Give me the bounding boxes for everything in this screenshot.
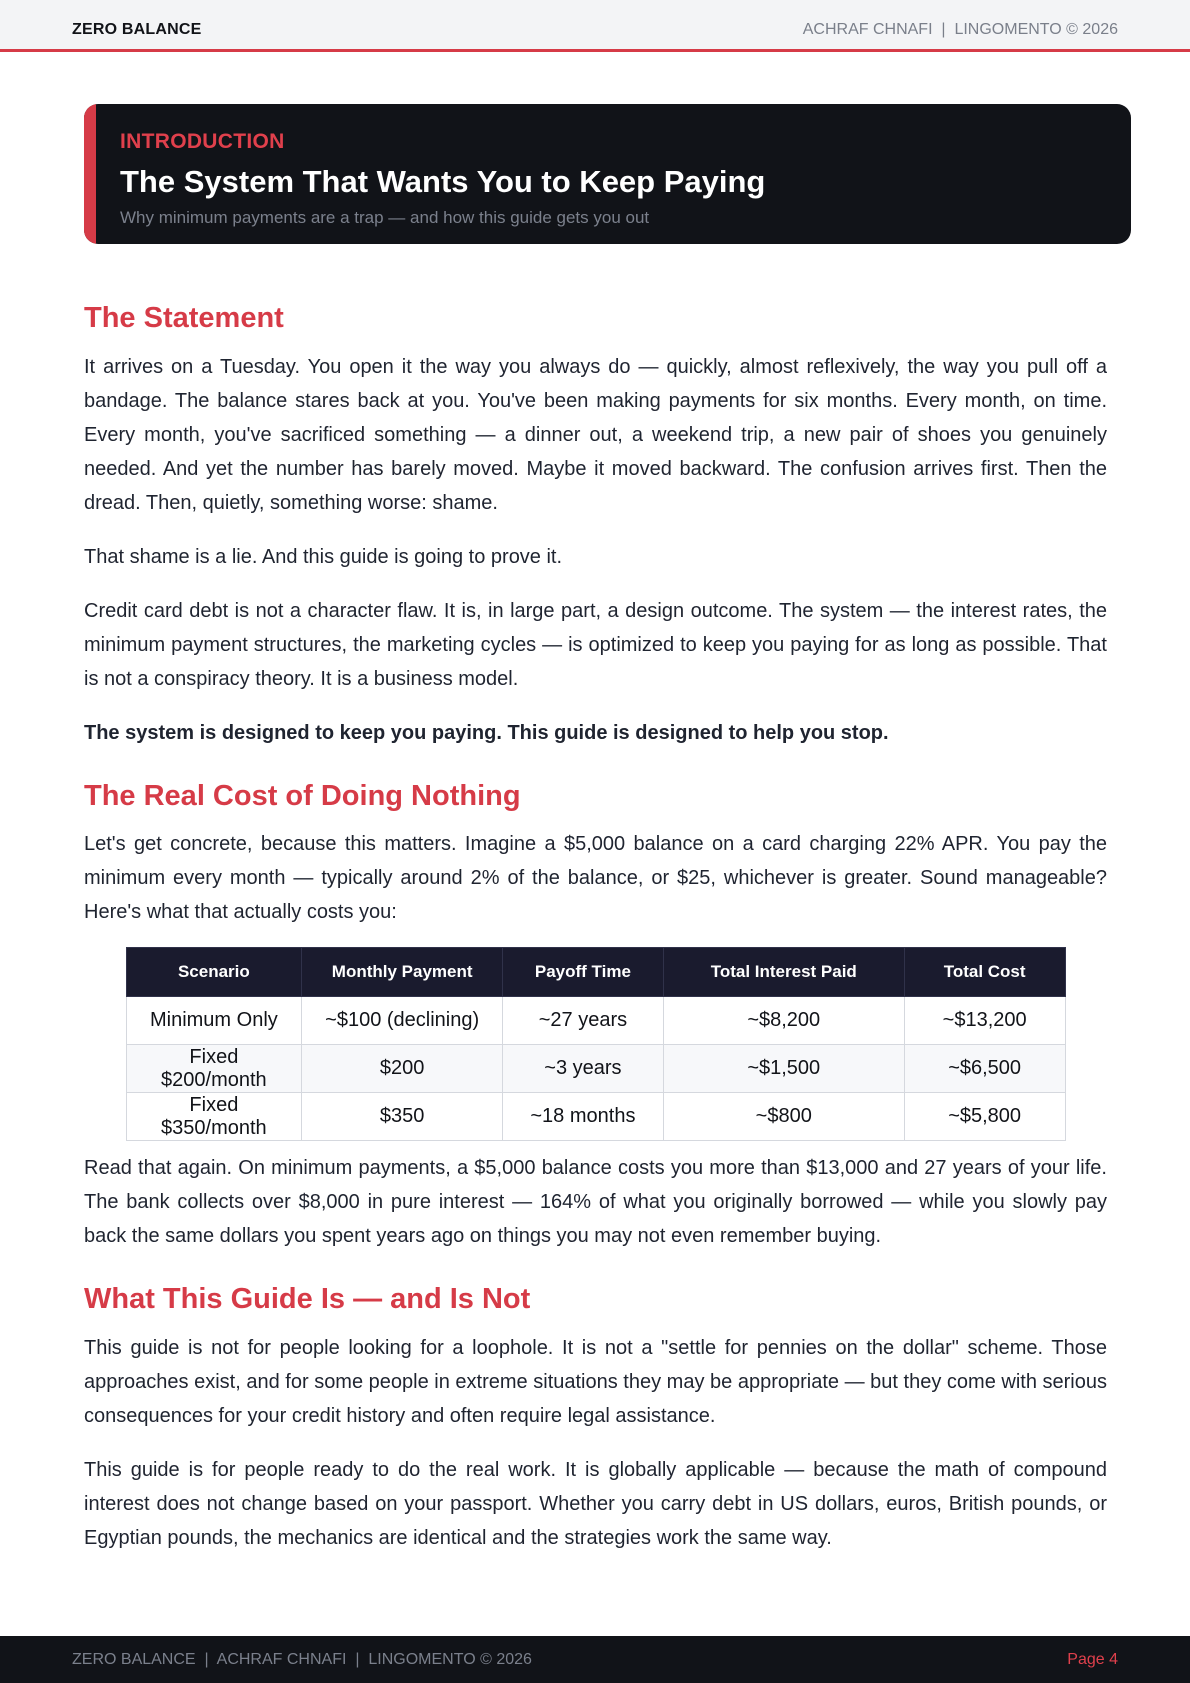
page-footer <box>0 1636 1190 1683</box>
page-number: Page 4 <box>1067 1651 1118 1668</box>
intro-kicker: INTRODUCTION <box>120 130 285 153</box>
paragraph: That shame is a lie. And this guide is going to prove it. <box>84 545 563 568</box>
header-meta: ACHRAF CHNAFI | LINGOMENTO © 2026 <box>802 21 1118 38</box>
table-cell: ~3 years <box>503 1045 664 1093</box>
table-cell: Minimum Only <box>126 997 302 1045</box>
paragraph: This guide is for people ready to do the real work. It is globally applicable — because the math of compound interest does not change based on your passport. Whether you carry debt in US dollars, euros, British pounds, or Egyptian pounds, the mechanics are identical and the strategies work the same way. <box>84 1459 1107 1550</box>
table-cell: ~27 years <box>503 997 664 1045</box>
intro-banner <box>84 104 1131 244</box>
brand-title: ZERO BALANCE <box>72 21 202 38</box>
section-heading-statement: The Statement <box>84 302 284 334</box>
table-header-cell: Monthly Payment <box>302 948 503 997</box>
intro-accent-bar <box>84 104 96 244</box>
intro-subtitle: Why minimum payments are a trap — and how this guide gets you out <box>120 208 650 227</box>
table-header-cell: Scenario <box>126 948 302 997</box>
table-cell: $200 <box>302 1045 503 1093</box>
table-cell: ~$5,800 <box>904 1093 1065 1141</box>
table-header-cell: Total Cost <box>904 948 1065 997</box>
table-cell: ~$100 (declining) <box>302 997 503 1045</box>
bold-statement: The system is designed to keep you paying. This guide is designed to help you stop. <box>84 721 889 744</box>
paragraph: Read that again. On minimum payments, a $5,000 balance costs you more than $13,000 and 27 years of your life. The bank collects over $8,000 in pure interest — 164% of what you originally borrowed — while you slowly pay back the same dollars you spent years ago on things you may not even remember buying. <box>84 1157 1107 1248</box>
cost-table <box>126 947 1066 1141</box>
table-cell: $350 <box>302 1093 503 1141</box>
table-row <box>126 1093 1065 1141</box>
table-cell: ~18 months <box>503 1093 664 1141</box>
footer-meta: ZERO BALANCE | ACHRAF CHNAFI | LINGOMENTO © 2026 <box>72 1651 532 1668</box>
paragraph: Let's get concrete, because this matters. Imagine a $5,000 balance on a card charging 22% APR. You pay the minimum every month — typically around 2% of the balance, or $25, whichever is greater. Sound manageable? Here's what that actually costs you: <box>84 833 1107 924</box>
section-heading-guide: What This Guide Is — and Is Not <box>84 1283 531 1316</box>
table-header-cell: Payoff Time <box>503 948 664 997</box>
table-cell: ~$1,500 <box>663 1045 904 1093</box>
table-cell: ~$8,200 <box>663 997 904 1045</box>
main-content <box>84 300 1107 1555</box>
table-row <box>126 997 1065 1045</box>
page-header <box>0 0 1190 52</box>
intro-title: The System That Wants You to Keep Paying <box>120 164 766 199</box>
table-header-cell: Total Interest Paid <box>663 948 904 997</box>
cost-table-wrapper <box>84 947 1107 1141</box>
table-cell: ~$6,500 <box>904 1045 1065 1093</box>
table-row <box>126 1045 1065 1093</box>
table-header-row <box>126 948 1065 997</box>
paragraph: It arrives on a Tuesday. You open it the way you always do — quickly, almost reflexively, the way you pull off a bandage. The balance stares back at you. You've been making payments for six months. Every month, on time. Every month, you've sacrificed something — a dinner out, a weekend trip, a new pair of shoes you genuinely needed. And yet the number has barely moved. Maybe it moved backward. The confusion arrives first. Then the dread. Then, quietly, something worse: shame. <box>84 355 1107 514</box>
table-cell: ~$13,200 <box>904 997 1065 1045</box>
paragraph: This guide is not for people looking for a loophole. It is not a "settle for pennies on the dollar" scheme. Those approaches exist, and for some people in extreme situations they may be appropriate — but they come with serious consequences for your credit history and often require legal assistance. <box>84 1337 1107 1428</box>
table-cell: Fixed $350/month <box>126 1093 302 1141</box>
paragraph: Credit card debt is not a character flaw. It is, in large part, a design outcome. The system — the interest rates, the minimum payment structures, the marketing cycles — is optimized to keep you paying for as long as possible. That is not a conspiracy theory. It is a business model. <box>84 599 1107 690</box>
table-cell: ~$800 <box>663 1093 904 1141</box>
table-cell: Fixed $200/month <box>126 1045 302 1093</box>
section-heading-cost: The Real Cost of Doing Nothing <box>84 779 521 812</box>
